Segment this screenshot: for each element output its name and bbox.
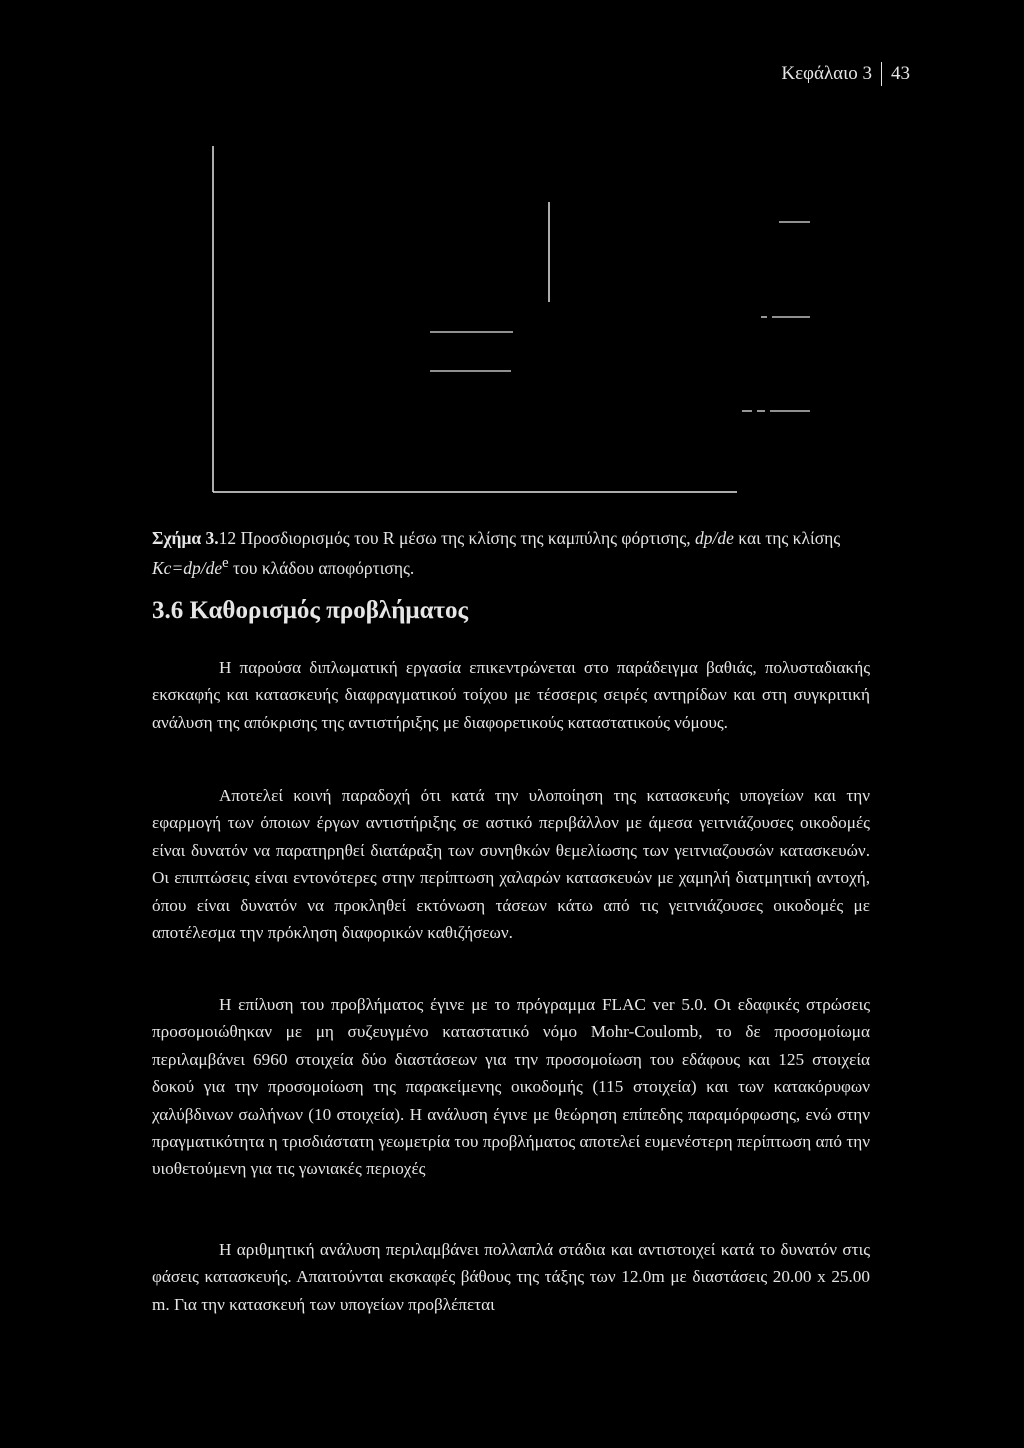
caption-label: Σχήμα 3. xyxy=(152,528,219,548)
caption-superscript: e xyxy=(222,555,229,571)
figure-caption xyxy=(152,526,872,581)
paragraph-text: Η επίλυση του προβλήματος έγινε με το πρόγραμμα FLAC ver 5.0. Οι εδαφικές στρώσεις προσομοιώθηκαν με μη συζευγμένο καταστατικό νόμο Mohr-Coulomb, το δε προσομοίωμα περιλαμβάνει 6960 στοιχεία δύο διαστάσεων για την προσομοίωση του εδάφους και 125 στοιχεία δοκού για την προσομοίωση της παρακείμενης οικοδομής (115 στοιχεία) και των κατακόρυφων χαλύβδινων σωλήνων (10 στοιχεία). Η ανάλυση έγινε με θεώρηση επίπεδης παραμόρφωσης, ενώ στην πραγματικότητα η τρισδιάστατη γεωμετρία του προβλήματος αποτελεί ευμενέστερη περίπτωση από την υιοθετούμενη για τις γωνιακές περιοχές xyxy=(152,995,870,1179)
paragraph-text: Αποτελεί κοινή παραδοχή ότι κατά την υλοποίηση της κατασκευής υπογείων και την εφαρμογή των όποιων έργων αντιστήριξης σε αστικό περιβάλλον με άμεσα γειτνιάζουσες οικοδομές είναι δυνατόν να παρατηρηθεί διατάραξη των συνηθκών θεμελίωσης των γειτνιαζουσών κατασκευών. Οι επιπτώσεις είναι εντονότερες στην περίπτωση χαλαρών κατασκευών με χαμηλή διατμητική αντοχή, όπου είναι δυνατόν να προκληθεί εκτόνωση τάσεων κάτω από τις γειτνιάζουσες οικοδομές με αποτέλεσμα την πρόκληση διαφορικών καθιζήσεων. xyxy=(152,786,870,943)
body-paragraph xyxy=(152,1236,870,1318)
paragraph-text: Η παρούσα διπλωματική εργασία επικεντρώνεται στο παράδειγμα βαθιάς, πολυσταδιακής εκσκαφής και κατασκευής διαφραγματικού τοίχου με τέσσερις σειρές αντηρίδων και στη συγκριτική ανάλυση της απόκρισης της αντιστήριξης με διαφορετικούς καταστατικούς νόμους. xyxy=(152,658,870,732)
caption-text: Προσδιορισμός του R μέσω της κλίσης της καμπύλης φόρτισης, xyxy=(236,528,696,548)
caption-formula: dp/de xyxy=(695,528,734,548)
section-heading: 3.6 Καθορισμός προβλήματος xyxy=(152,597,469,624)
body-paragraph xyxy=(152,782,870,946)
header-divider xyxy=(881,62,882,86)
running-header xyxy=(781,62,910,86)
caption-number: 12 xyxy=(218,528,237,548)
paragraph-text: Η αριθμητική ανάλυση περιλαμβάνει πολλαπλά στάδια και αντιστοιχεί κατά το δυνατόν στις φάσεις κατασκευής. Απαιτούνται εκσκαφές βάθους της τάξης των 12.0m με διαστάσεις 20.00 x 25.00 m. Για την κατασκευή των υπογείων προβλέπεται xyxy=(152,1240,870,1314)
figure-3-12 xyxy=(200,140,840,510)
body-paragraph xyxy=(152,654,870,736)
page-number: 43 xyxy=(891,63,910,84)
caption-formula: Kc=dp/de xyxy=(152,557,223,578)
caption-text: και της κλίσης xyxy=(733,528,841,548)
caption-text: του κλάδου αποφόρτισης. xyxy=(228,557,415,578)
figure-graphic xyxy=(200,140,840,510)
chapter-label: Κεφάλαιο 3 xyxy=(781,63,872,84)
body-paragraph xyxy=(152,991,870,1183)
